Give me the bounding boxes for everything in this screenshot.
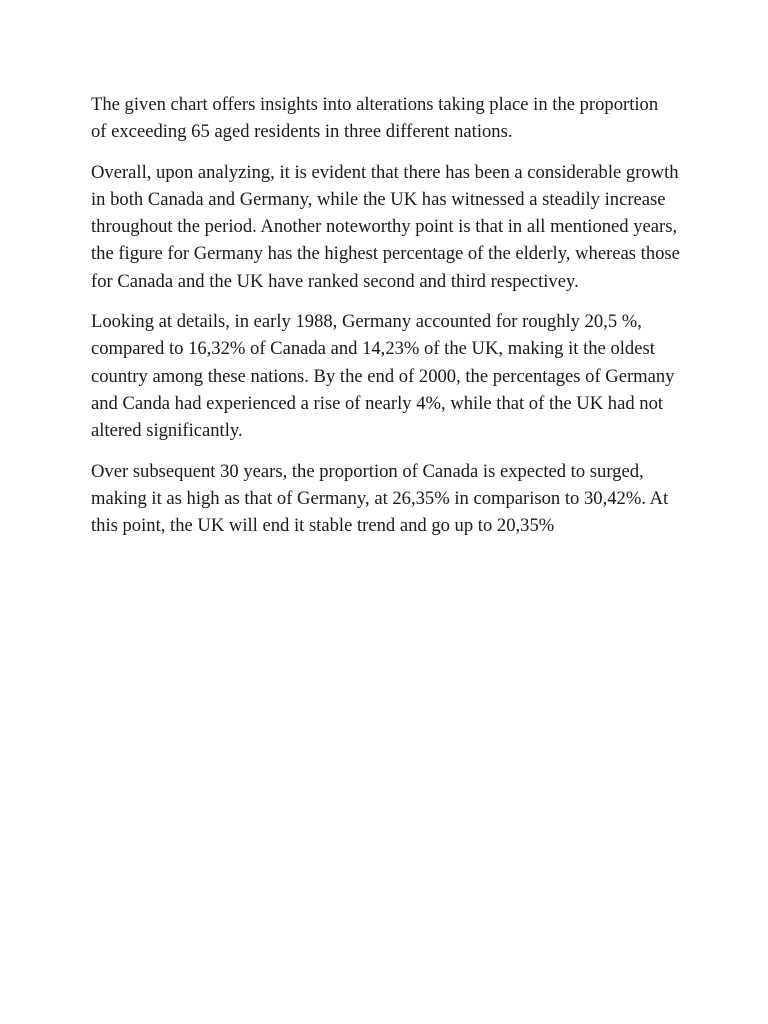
paragraph-details: Looking at details, in early 1988, Germany accounted for roughly 20,5 %, compared to 16,32% of Canada and 14,23% of the UK, making it the oldest country among these nations. By the end of 2000, the percentages of Germany and Canda had experienced a rise of nearly 4%, while that of the UK had not altered significantly.	[91, 311, 680, 442]
paragraph-intro: The given chart offers insights into alterations taking place in the proportion of exceeding 65 aged residents in three different nations.	[91, 94, 668, 143]
paragraph-forecast: Over subsequent 30 years, the proportion of Canada is expected to surged, making it as high as that of Germany, at 26,35% in comparison to 30,42%. At this point, the UK will end it stable trend and go up to 20,35%	[91, 460, 673, 537]
document-body	[91, 91, 685, 552]
paragraph-overview: Overall, upon analyzing, it is evident that there has been a considerable growth in both Canada and Germany, while the UK has witnessed a steadily increase throughout the period. Another noteworthy point is that in all mentioned years, the figure for Germany has the highest percentage of the elderly, whereas those for Canada and the UK have ranked second and third respectivey.	[91, 161, 685, 292]
